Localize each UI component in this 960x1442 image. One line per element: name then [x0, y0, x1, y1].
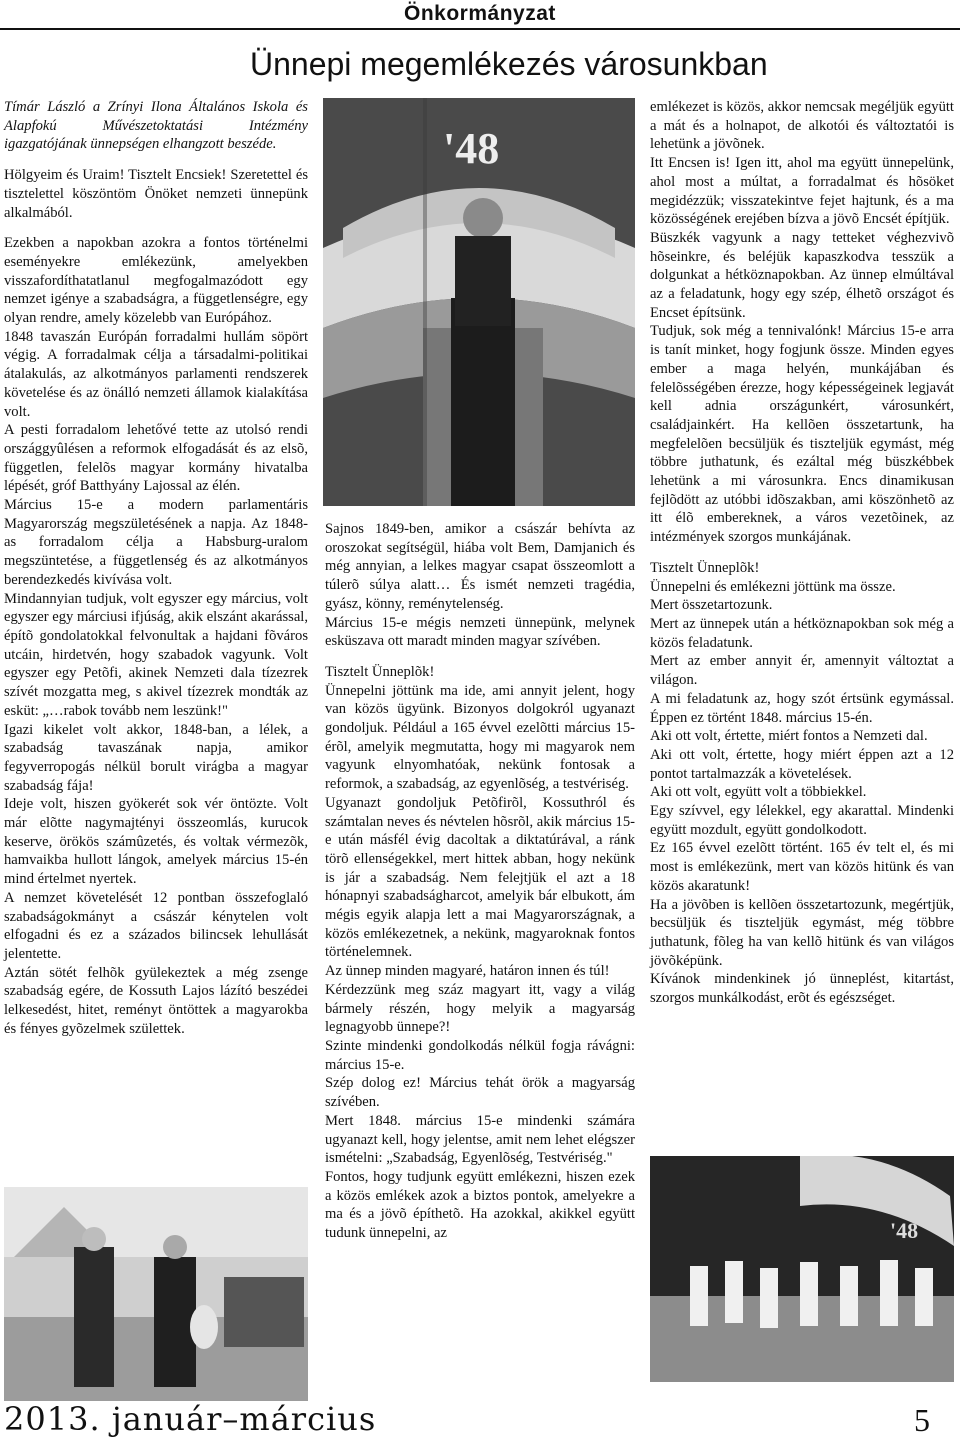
paragraph: Szinte mindenki gondolkodás nélkül fogja rávágni: március 15-e. [325, 1037, 635, 1073]
greeting: Hölgyeim és Uraim! Tisztelt Encsiek! Szeretettel és tisztelettel köszöntöm Önöket nemzeti ünnepünk alkalmából. [4, 167, 308, 221]
paragraph: A nemzet követelését 12 pontban összefoglaló szabadságokmányt a császár kénytelen volt elfogadni és ez a százados bilincsek lehullását jelentette. [4, 889, 308, 962]
column-1 [4, 98, 308, 1038]
paragraph: Itt Encsen is! Igen itt, ahol ma együtt ünnepelünk, ahol most a múltat, a forradalmat és hõsöket megidézzük; visszatekintve fejet hajtunk, és a ma közösségének erejében bízva a jövõ Encsét építjük. [650, 155, 954, 228]
paragraph: Ezekben a napokban azokra a fontos történelmi eseményekre emlékezünk, amelyekben visszafordíthatatlanul megfogalmazódott egy nemzet igénye a szabadságra, a függetlenségre, egy olyan rendre, amely közelebb van Európához. [4, 235, 308, 327]
paragraph: Egy szívvel, egy lélekkel, egy akarattal. Mindenki együtt mozdult, együtt gondolkodott. [650, 803, 954, 838]
section-rule [0, 28, 960, 30]
paragraph: Ünnepelni és emlékezni jöttünk ma össze. [650, 578, 896, 595]
paragraph: Ünnepelni jöttünk ma ide, ami annyit jelent, hogy van közös ügyünk. Bizonyos dolgokról ugyanazt gondoljuk. Például a 165 évvel ezelõtti március 15-érõl, amelyik megmutatta, hogy mi magyarok nem vagyunk elnyomhatóak, nekünk fontosak a reformok, a szabadság, az egyenlõség, a testvériség. [325, 682, 635, 793]
paragraph: Aztán sötét felhõk gyülekeztek a még zsenge szabadság egére, de Kossuth Lajos lázító beszédei lelkesedést, hitet, reményt öntöttek a magyarokba és fényes gyõzelmek születtek. [4, 964, 308, 1037]
paragraph: Ha a jövõben is kellõen összetartozunk, megértjük, becsüljük és tiszteljük egymást, még többre juthatunk, fõleg ha van kellõ hitünk és van világos jövõképünk. [650, 896, 954, 969]
paragraph: Mert az ember annyit ér, amennyit változtat a világon. [650, 653, 954, 689]
paragraph: Mert 1848. március 15-e mindenki számára ugyanazt kell, hogy jelentse, amit nem lehet elégszer ismételni: „Szabadság, Egyenlõség, Testvériség." [325, 1112, 635, 1167]
wreath-laying-photo [4, 1187, 308, 1401]
paragraph: Mindannyian tudjuk, volt egyszer egy március, volt egyszer egy márciusi ifjúság, akik elszánt akarással, építõ gondolatokkal felvonultak a hajdani fõváros utcáin, hirdetvén, hogy szabadok vagyunk. Volt egyszer egy Petõfi, akinek Nemzeti dala tízezrek szívét mozgatta meg, s akivel tízezrek mondták az esküt: „…rabok tovább nem leszünk!" [4, 590, 308, 719]
paragraph: Mert az ünnepek után a hétköznapokban sok még a közös feladatunk. [650, 615, 954, 651]
dancers-photo-art [650, 1156, 954, 1382]
paragraph: Fontos, hogy tudjunk együtt emlékezni, hiszen ezek a közös emlékek azok a biztos pontok, amelyekre a ma és a jövõ építhetõ. Ha azokkal, akikkel együtt tudunk ünnepelni, az [325, 1168, 635, 1242]
paragraph: Szép dolog ez! Március tehát örök a magyarság szívében. [325, 1075, 635, 1111]
section-title: Önkormányzat [404, 2, 556, 25]
banner-48-text: '48 [890, 1218, 919, 1243]
paragraph: Március 15-e a modern parlamentáris Magyarország megszületésének a napja. Az 1848-as forradalom célja a Habsburg-uralom megszüntetése, a függetlenség és az alkotmányos berendezkedés kivívása volt. [4, 497, 308, 588]
paragraph: Aki ott volt, együtt volt a többiekkel. [650, 784, 867, 801]
column-2 [325, 520, 635, 1243]
paragraph: Ugyanazt gondoljuk Petõfirõl, Kossuthról és számtalan neves és névtelen hõsrõl, akik március 15-e után másfél évig dacoltak a diktatúrával, a ránk törõ ellenségekkel, mert hittek abban, hogy nekünk is jár a szabadság. Nem felejtjük el azt a 18 hónapnyi szabadságharcot, amelyik bár elbukott, ám mégis egyik alapja lett a mai Magyarországnak, a közös emlékezetnek, a nekünk, magyaroknak fontos történelemnek. [325, 794, 635, 961]
paragraph: Aki ott volt, értette, hogy miért éppen azt a 12 pontot tartalmazzák a követelések. [650, 746, 954, 782]
paragraph: Az ünnep minden magyaré, határon innen és túl! [325, 963, 610, 980]
paragraph: Tisztelt Ünneplõk! [650, 559, 760, 576]
page-number: 5 [914, 1402, 930, 1438]
dancers-photo [650, 1156, 954, 1382]
column-3 [650, 98, 954, 1008]
paragraph: A pesti forradalom lehetővé tette az utolsó rendi országgyûlésen a reformok elfogadását és az elsõ, független, felelõs magyar kormány hivatalba lépését, gróf Batthyány Lajossal az élén. [4, 422, 308, 495]
paragraph: Ez 165 évvel ezelõtt történt. 165 év telt el, és mi most is emlékezünk, mert van közös hitünk és van közös akaratunk! [650, 840, 954, 894]
paragraph: Aki ott volt, értette, miért fontos a Nemzeti dal. [650, 728, 928, 745]
intro-caption: Tímár László a Zrínyi Ilona Általános Iskola és Alapfokú Művészetoktatási Intézmény igazgatójának ünnepségen elhangzott beszéde. [4, 99, 308, 153]
paragraph: A mi feladatunk az, hogy szót értsünk egymással. Éppen ez történt 1848. március 15-én. [650, 690, 954, 726]
paragraph: Ideje volt, hiszen gyökerét sok vér öntözte. Volt már elõtte nagymajtényi összeomlás, kurucok keserve, örökös számûzetés, és voltak vérmezõk, hamvaikba hullott lángok, amelyek március 15-én mind értelmet nyertek. [4, 796, 308, 888]
paragraph: Kérdezzünk meg száz magyart itt, vagy a világ bármely részén, hogy melyik a magyarság legnagyobb ünnepe?! [325, 981, 635, 1036]
paragraph: Tudjuk, sok még a tennivalónk! Március 15-e arra is tanít minket, hogy fogjunk össze. Minden egyes ember a maga helyén, munkájában és felelõsségében érezze, hogy képességeinek legjavát kell adnia országunkért, városunkért, családjainkért. Ha kellõen összetartunk, ha megfelelõen becsüljük és tiszteljük egymást, még többre juthatunk, és ezáltal még büszkébbek lehetünk a mi városunkra. Encs dinamikusan fejlõdött az utóbbi idõszakban, ami köszönhetõ az itt élõ embereknek, a város vezetõinek, az intézmények szorgos munkájának. [650, 323, 954, 546]
paragraph: Kívánok mindenkinek jó ünneplést, kitartást, szorgos munkálkodást, erõt és egészséget. [650, 971, 954, 1007]
paragraph: Tisztelt Ünneplõk! [325, 663, 435, 680]
paragraph: Sajnos 1849-ben, amikor a császár behívta az oroszokat segítségül, hiába volt Bem, Damjanich és még annyian, a lelkes magyar csapat összeomlott a túlerõ súlya alatt… És ismét nemzeti tragédia, gyász, könny, reménytelenség. [325, 521, 635, 612]
banner-48-text: '48 [443, 124, 500, 173]
speaker-photo [323, 98, 635, 506]
issue-date: 2013. január–március [4, 1400, 377, 1438]
paragraph: Igazi kikelet volt akkor, 1848-ban, a lélek, a szabadság tavaszának napja, amikor fegyverropogás nélkül borult virágba a magyar szabadság fája! [4, 721, 308, 794]
paragraph: emlékezet is közös, akkor nemcsak megéljük együtt a mát és a holnapot, de alkotói és változtatói is lehetünk a jövõnek. [650, 99, 954, 153]
wreath-photo-art [4, 1187, 308, 1401]
paragraph: Március 15-e mégis nemzeti ünnepünk, melynek esküszava ott maradt minden magyar szívében. [325, 614, 635, 650]
speaker-photo-art [323, 98, 635, 506]
paragraph: 1848 tavaszán Európán forradalmi hullám söpört végig. A forradalmak célja a társadalmi-politikai átalakulás, az alkotmányos parlamenti rendszerek követelése és az önálló nemzeti államok kialakítása volt. [4, 328, 308, 420]
paragraph: Mert összetartozunk. [650, 597, 773, 614]
paragraph: Büszkék vagyunk a nagy tetteket véghezvivõ hõseinkre, és beléjük kapaszkodva tesszük a dolgunkat a hétköznapokban. Az ünnep elmúltával az a feladatunk, hogy egy szép, élhetõ országot és Encset építsünk. [650, 229, 954, 321]
article-headline: Ünnepi megemlékezés városunkban [250, 46, 768, 82]
